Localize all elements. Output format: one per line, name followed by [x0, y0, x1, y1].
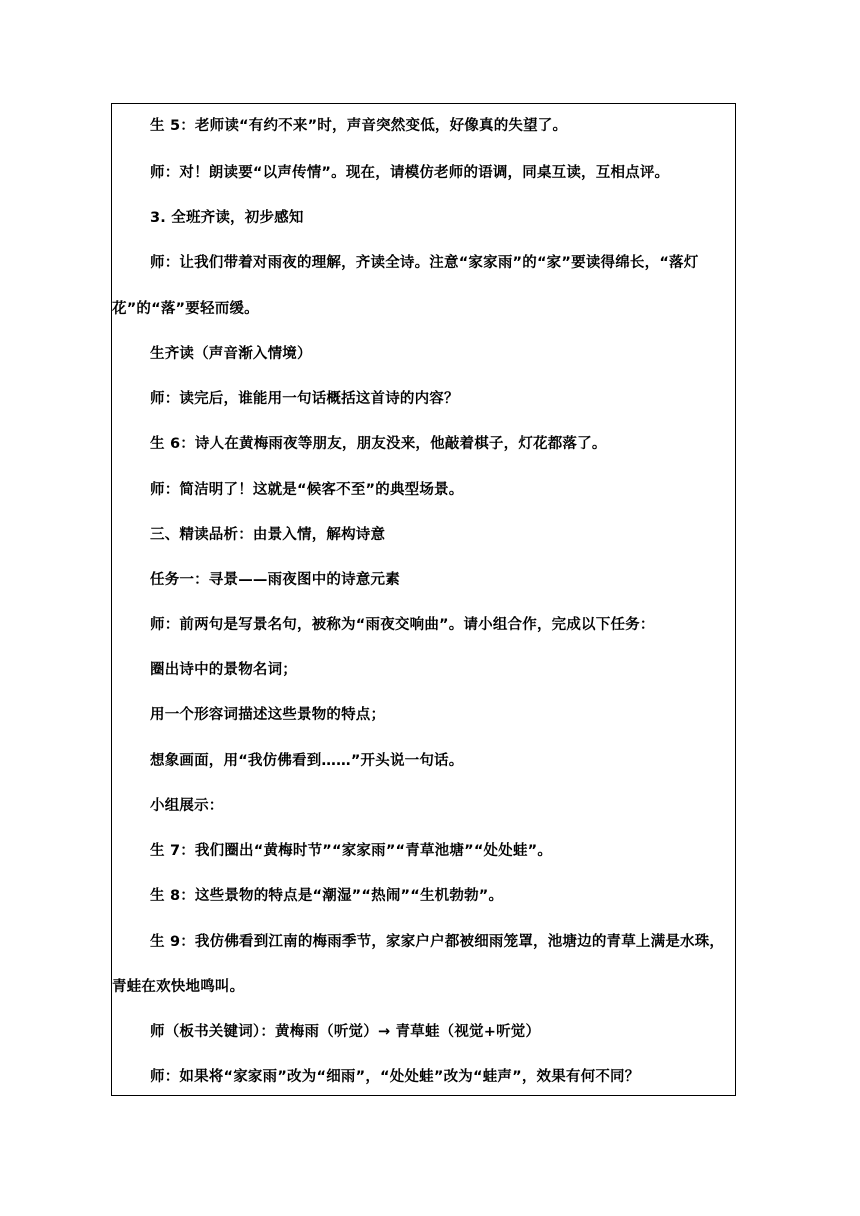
line-student-5: 生 5：老师读“有约不来”时，声音突然变低，好像真的失望了。	[150, 118, 568, 134]
line-student-9: 生 9：我仿佛看到江南的梅雨季节，家家户户都被细雨笼罩，池塘边的青草上满是水珠，	[150, 934, 725, 950]
section-heading-3: 3. 全班齐读，初步感知	[150, 210, 304, 226]
line-student-9-cont: 青蛙在欢快地鸣叫。	[112, 979, 245, 995]
line-students-read: 生齐读（声音渐入情境）	[150, 346, 312, 362]
line-teacher-question: 师：读完后，谁能用一句话概括这首诗的内容？	[150, 391, 459, 407]
task-item-2: 用一个形容词描述这些景物的特点；	[150, 707, 386, 723]
line-teacher-read-all: 师：让我们带着对雨夜的理解，齐读全诗。注意“家家雨”的“家”要读得绵长，“落灯	[150, 255, 699, 271]
line-student-7: 生 7：我们圈出“黄梅时节”“家家雨”“青草池塘”“处处蛙”。	[150, 843, 553, 859]
line-student-8: 生 8：这些景物的特点是“潮湿”“热闹”“生机勃勃”。	[150, 888, 504, 904]
lesson-plan-frame	[111, 103, 736, 1096]
line-teacher-board: 师（板书关键词）：黄梅雨（听觉）→ 青草蛙（视觉+听觉）	[150, 1024, 541, 1040]
line-teacher-praise: 师：简洁明了！这就是“候客不至”的典型场景。	[150, 482, 464, 498]
task-one-heading: 任务一：寻景——雨夜图中的诗意元素	[150, 572, 400, 588]
line-teacher-task: 师：前两句是写景名句，被称为“雨夜交响曲”。请小组合作，完成以下任务：	[150, 617, 655, 633]
task-item-1: 圈出诗中的景物名词；	[150, 662, 297, 678]
line-teacher-reading: 师：对！朗读要“以声传情”。现在，请模仿老师的语调，同桌互读，互相点评。	[150, 165, 670, 181]
line-group-show: 小组展示：	[150, 798, 224, 814]
line-student-6: 生 6：诗人在黄梅雨夜等朋友，朋友没来，他敲着棋子，灯花都落了。	[150, 436, 607, 452]
task-item-3: 想象画面，用“我仿佛看到……”开头说一句话。	[150, 753, 464, 769]
line-teacher-compare: 师：如果将“家家雨”改为“细雨”，“处处蛙”改为“蛙声”，效果有何不同？	[150, 1069, 640, 1085]
section-heading-three: 三、精读品析：由景入情，解构诗意	[150, 527, 386, 543]
line-teacher-read-all-cont: 花”的“落”要轻而缓。	[112, 301, 259, 317]
